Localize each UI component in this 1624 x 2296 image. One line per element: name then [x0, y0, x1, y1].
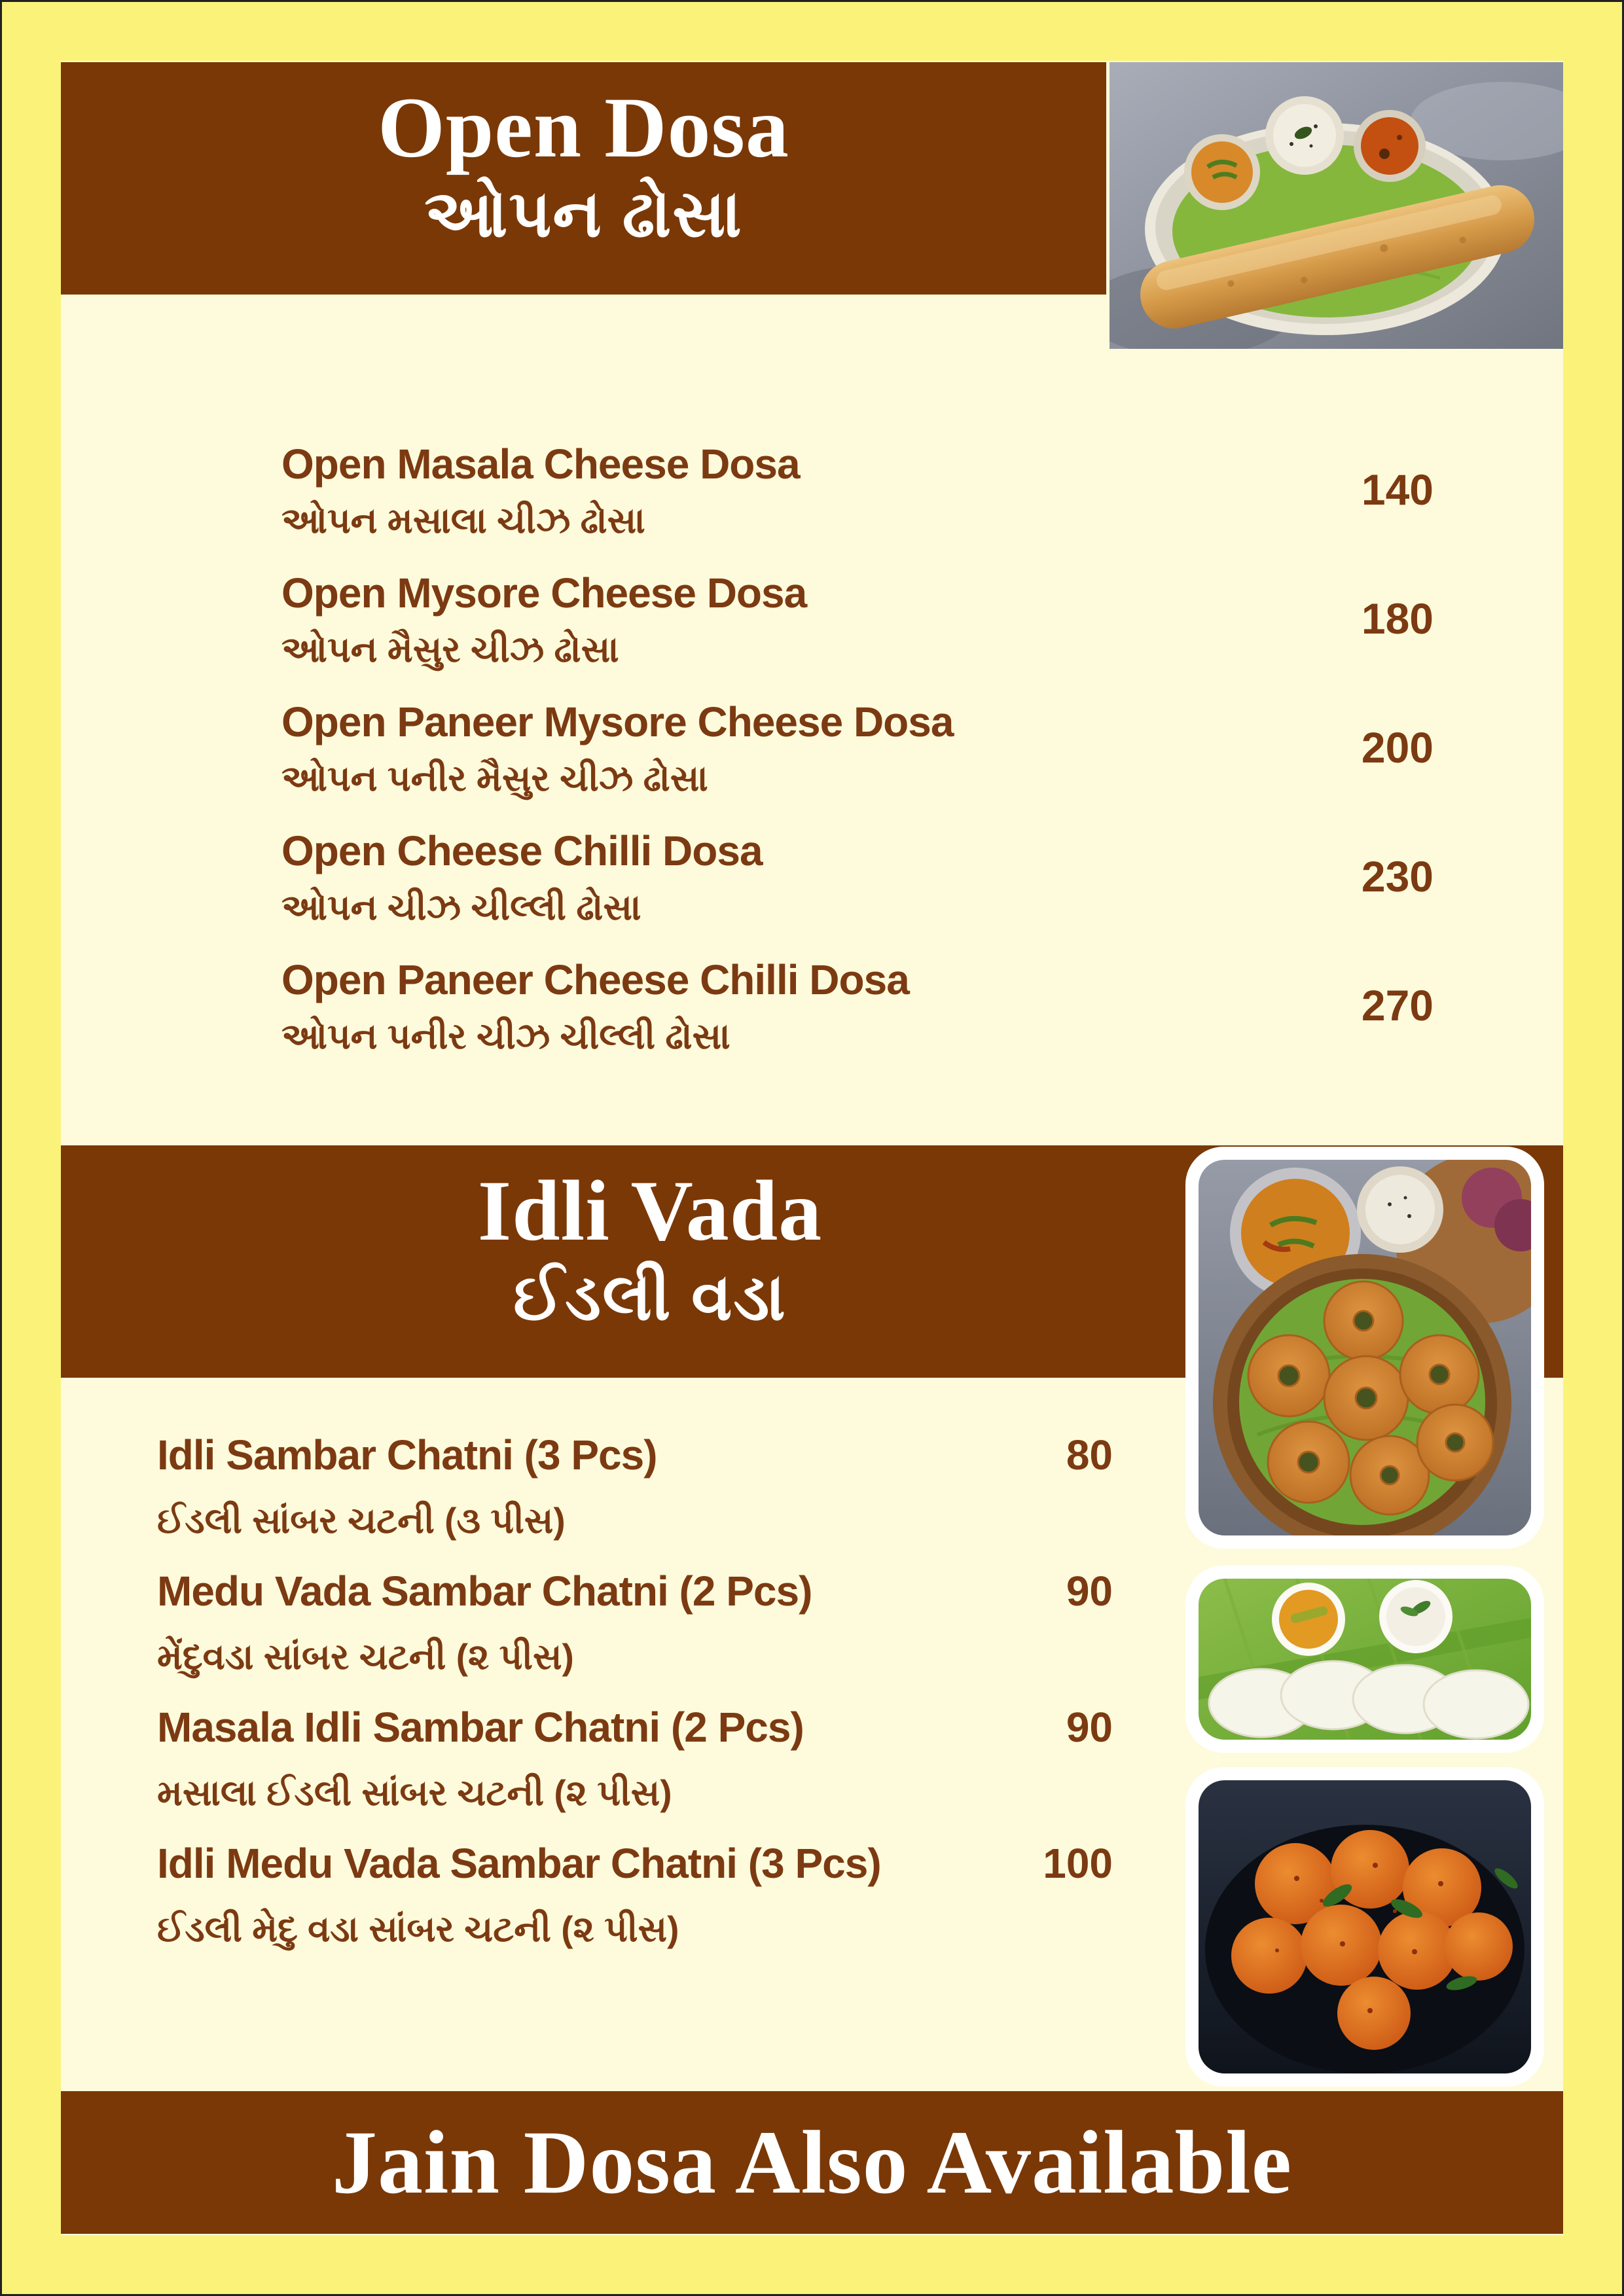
menu-item-masala-idli-sambar-chatni: [157, 1706, 804, 1812]
menu-item-idli-sambar-chatni: [157, 1433, 657, 1540]
item-price: 180: [1361, 594, 1434, 643]
masala-idli-photo: [1185, 1767, 1544, 2087]
item-price: 100: [1043, 1840, 1113, 1887]
dosa-photo: [1110, 62, 1563, 349]
idli-vada-title: Idli Vada: [477, 1162, 823, 1259]
item-price: 200: [1361, 723, 1434, 772]
menu-item-open-paneer-mysore-cheese-dosa: [281, 700, 953, 798]
item-name-en: Idli Sambar Chatni (3 Pcs): [157, 1431, 657, 1479]
item-name-en: Masala Idli Sambar Chatni (2 Pcs): [157, 1704, 804, 1751]
menu-item-medu-vada-sambar-chatni: [157, 1570, 812, 1676]
item-name-en: Open Paneer Cheese Chilli Dosa: [281, 956, 909, 1003]
item-name-gu: ઓપન મસાલા ચીઝ ઢોસા: [281, 500, 645, 541]
menu-item-idli-medu-vada-sambar-chatni: [157, 1842, 881, 1948]
item-name-gu: ઓપન મૈસુર ચીઝ ઢોસા: [281, 629, 619, 670]
jain-dosa-footer-banner: [61, 2091, 1563, 2234]
menu-item-open-cheese-chilli-dosa: [281, 829, 763, 927]
item-name-gu: મેંદુવડા સાંબર ચટની (૨ પીસ): [157, 1636, 574, 1677]
item-name-en: Open Masala Cheese Dosa: [281, 440, 800, 488]
item-name-gu: ઓપન ચીઝ ચીલ્લી ઢોસા: [281, 887, 641, 928]
open-dosa-title-gujarati: ઓપન ઢોસા: [424, 177, 743, 251]
item-name-en: Open Mysore Cheese Dosa: [281, 569, 807, 617]
item-name-gu: ઈડલી સાંબર ચટની (૩ પીસ): [157, 1500, 566, 1541]
footer-text: Jain Dosa Also Available: [332, 2112, 1292, 2212]
vada-photo: [1185, 1147, 1544, 1549]
open-dosa-title: Open Dosa: [378, 79, 789, 175]
item-name-en: Medu Vada Sambar Chatni (2 Pcs): [157, 1568, 812, 1615]
menu-item-open-masala-cheese-dosa: [281, 442, 800, 540]
item-name-gu: ઓપન પનીર ચીઝ ચીલ્લી ઢોસા: [281, 1016, 731, 1057]
item-name-gu: મસાલા ઈડલી સાંબર ચટની (૨ પીસ): [157, 1772, 672, 1814]
menu-item-open-mysore-cheese-dosa: [281, 571, 806, 669]
item-price: 230: [1361, 852, 1434, 901]
item-price: 90: [1066, 1568, 1113, 1615]
item-price: 270: [1361, 981, 1434, 1030]
idli-vada-title-gujarati: ઈડલી વડા: [513, 1260, 787, 1334]
item-price: 80: [1066, 1431, 1113, 1479]
item-name-en: Open Paneer Mysore Cheese Dosa: [281, 698, 954, 745]
item-name-en: Open Cheese Chilli Dosa: [281, 827, 763, 874]
item-price: 140: [1361, 465, 1434, 514]
idli-photo: [1185, 1566, 1544, 1753]
item-name-gu: ઓપન પનીર મૈસુર ચીઝ ઢોસા: [281, 758, 708, 799]
item-name-gu: ઈડલી મેદુ વડા સાંબર ચટની (૨ પીસ): [157, 1909, 679, 1950]
open-dosa-banner: [61, 62, 1106, 295]
item-name-en: Idli Medu Vada Sambar Chatni (3 Pcs): [157, 1840, 881, 1887]
idli-vada-banner-text: [61, 1145, 1239, 1333]
item-price: 90: [1066, 1704, 1113, 1751]
menu-item-open-paneer-cheese-chilli-dosa: [281, 958, 909, 1056]
menu-panel: [61, 61, 1563, 2235]
